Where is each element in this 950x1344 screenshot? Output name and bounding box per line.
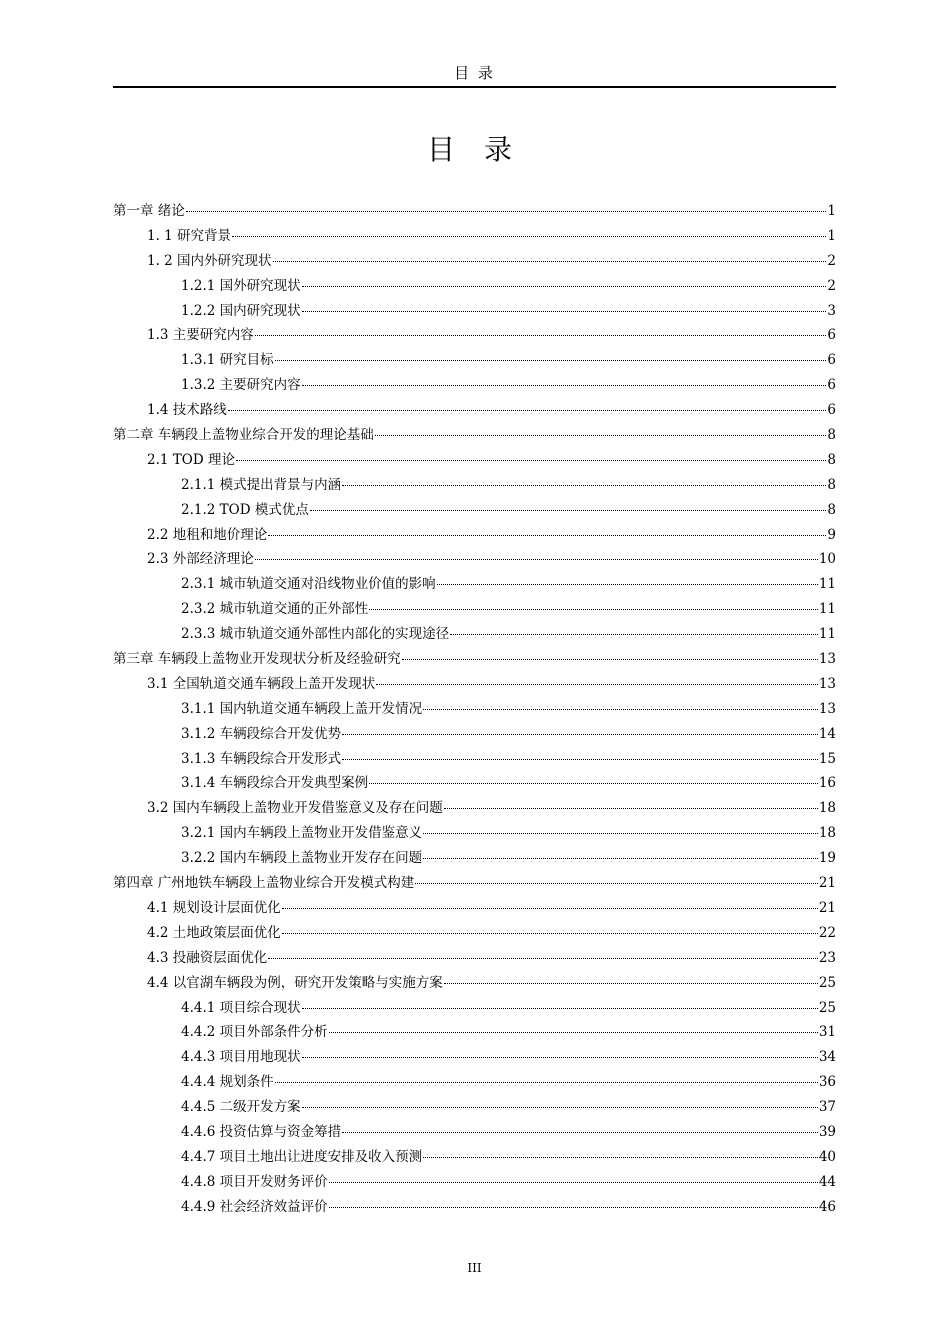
- toc-entry-label: 3.2.1 国内车辆段上盖物业开发借鉴意义: [181, 825, 423, 842]
- toc-entry[interactable]: [113, 971, 836, 996]
- toc-entry-label: 第三章 车辆段上盖物业开发现状分析及经验研究: [113, 651, 401, 668]
- toc-entry-label: 1.2.2 国内研究现状: [181, 302, 301, 319]
- toc-entry-label: 2.1 TOD 理论: [147, 451, 235, 468]
- toc-entry[interactable]: [113, 647, 836, 672]
- toc-leader-dots: [228, 410, 827, 411]
- toc-entry[interactable]: [113, 1120, 836, 1145]
- toc-leader-dots: [236, 460, 826, 461]
- toc-entry[interactable]: [113, 871, 836, 896]
- toc-entry[interactable]: [113, 348, 836, 373]
- toc-entry-page: 13: [818, 675, 836, 692]
- toc-entry-page: 8: [827, 451, 836, 468]
- page-number: III: [467, 1261, 482, 1275]
- toc-entry[interactable]: [113, 946, 836, 971]
- toc-entry-page: 2: [827, 277, 836, 294]
- toc-entry-label: 2.3 外部经济理论: [147, 551, 254, 568]
- toc-entry-label: 1. 1 研究背景: [147, 227, 232, 244]
- toc-entry[interactable]: [113, 672, 836, 697]
- toc-entry[interactable]: [113, 1145, 836, 1170]
- toc-leader-dots: [302, 385, 827, 386]
- toc-entry[interactable]: [113, 771, 836, 796]
- toc-entry-label: 2.2 地租和地价理论: [147, 526, 268, 543]
- table-of-contents: [113, 199, 836, 1220]
- toc-entry-label: 2.1.2 TOD 模式优点: [181, 501, 309, 518]
- toc-entry[interactable]: [113, 622, 836, 647]
- toc-entry-page: 25: [818, 999, 836, 1016]
- toc-entry-page: 11: [818, 626, 836, 643]
- toc-entry[interactable]: [113, 846, 836, 871]
- toc-entry-page: 8: [827, 427, 836, 444]
- toc-entry[interactable]: [113, 274, 836, 299]
- toc-entry[interactable]: [113, 572, 836, 597]
- toc-entry-label: 第四章 广州地铁车辆段上盖物业综合开发模式构建: [113, 875, 415, 892]
- toc-entry-label: 4.4 以官湖车辆段为例，研究开发策略与实施方案: [147, 974, 443, 991]
- toc-entry-page: 2: [827, 252, 836, 269]
- running-header: 目 录: [454, 64, 495, 82]
- toc-entry-page: 6: [827, 352, 836, 369]
- toc-leader-dots: [423, 1157, 818, 1158]
- toc-leader-dots: [329, 1032, 818, 1033]
- toc-entry-page: 10: [818, 551, 836, 568]
- toc-entry[interactable]: [113, 1170, 836, 1195]
- toc-entry-label: 1.3.2 主要研究内容: [181, 377, 301, 394]
- toc-entry-page: 31: [818, 1024, 836, 1041]
- toc-entry[interactable]: [113, 547, 836, 572]
- toc-entry-page: 6: [827, 402, 836, 419]
- toc-entry[interactable]: [113, 224, 836, 249]
- toc-entry-label: 2.3.2 城市轨道交通的正外部性: [181, 601, 369, 618]
- toc-entry[interactable]: [113, 423, 836, 448]
- toc-leader-dots: [342, 759, 818, 760]
- toc-entry[interactable]: [113, 199, 836, 224]
- toc-entry-page: 14: [818, 725, 836, 742]
- toc-leader-dots: [282, 908, 818, 909]
- toc-entry-page: 6: [827, 377, 836, 394]
- toc-entry-page: 3: [827, 302, 836, 319]
- toc-leader-dots: [369, 609, 818, 610]
- toc-entry-label: 3.2.2 国内车辆段上盖物业开发存在问题: [181, 850, 423, 867]
- toc-leader-dots: [268, 535, 826, 536]
- toc-leader-dots: [273, 261, 827, 262]
- toc-leader-dots: [282, 933, 818, 934]
- toc-entry-label: 2.3.1 城市轨道交通对沿线物业价值的影响: [181, 576, 436, 593]
- toc-entry-label: 3.2 国内车辆段上盖物业开发借鉴意义及存在问题: [147, 800, 443, 817]
- toc-entry[interactable]: [113, 1020, 836, 1045]
- toc-entry-page: 13: [818, 651, 836, 668]
- toc-leader-dots: [310, 510, 827, 511]
- toc-entry-page: 19: [818, 850, 836, 867]
- toc-entry-page: 21: [818, 899, 836, 916]
- toc-entry-label: 1.3 主要研究内容: [147, 327, 254, 344]
- toc-entry-page: 8: [827, 476, 836, 493]
- toc-leader-dots: [275, 1082, 818, 1083]
- toc-entry-label: 3.1.3 车辆段综合开发形式: [181, 750, 342, 767]
- toc-entry-page: 8: [827, 501, 836, 518]
- toc-entry[interactable]: [113, 373, 836, 398]
- toc-entry-label: 3.1.1 国内轨道交通车辆段上盖开发情况: [181, 700, 423, 717]
- toc-leader-dots: [302, 1107, 818, 1108]
- toc-entry[interactable]: [113, 597, 836, 622]
- toc-entry[interactable]: [113, 398, 836, 423]
- toc-entry[interactable]: [113, 299, 836, 324]
- toc-entry-page: 22: [818, 924, 836, 941]
- toc-entry-label: 4.1 规划设计层面优化: [147, 899, 281, 916]
- toc-entry-label: 第一章 绪论: [113, 203, 185, 219]
- toc-entry[interactable]: [113, 523, 836, 548]
- toc-entry-label: 1.4 技术路线: [147, 402, 227, 419]
- toc-entry-label: 3.1 全国轨道交通车辆段上盖开发现状: [147, 675, 376, 692]
- toc-leader-dots: [423, 709, 818, 710]
- toc-entry-label: 4.4.2 项目外部条件分析: [181, 1024, 328, 1041]
- page-title: 目 录: [427, 133, 522, 166]
- toc-entry[interactable]: [113, 821, 836, 846]
- toc-entry[interactable]: [113, 249, 836, 274]
- toc-entry-page: 40: [818, 1148, 836, 1165]
- toc-entry-page: 18: [818, 800, 836, 817]
- toc-entry[interactable]: [113, 1095, 836, 1120]
- toc-entry-page: 37: [818, 1099, 836, 1116]
- toc-entry-label: 3.1.2 车辆段综合开发优势: [181, 725, 342, 742]
- toc-leader-dots: [444, 808, 818, 809]
- toc-leader-dots: [302, 311, 827, 312]
- toc-entry-label: 4.4.4 规划条件: [181, 1074, 274, 1091]
- toc-entry-page: 46: [818, 1198, 836, 1215]
- toc-entry[interactable]: [113, 1070, 836, 1095]
- toc-entry-label: 第二章 车辆段上盖物业综合开发的理论基础: [113, 427, 374, 444]
- toc-leader-dots: [437, 584, 818, 585]
- toc-leader-dots: [369, 783, 818, 784]
- toc-entry-page: 1: [827, 203, 836, 219]
- toc-entry[interactable]: [113, 896, 836, 921]
- toc-leader-dots: [423, 858, 818, 859]
- toc-entry-page: 21: [818, 875, 836, 892]
- toc-entry-page: 6: [827, 327, 836, 344]
- toc-leader-dots: [302, 286, 827, 287]
- toc-entry-page: 15: [818, 750, 836, 767]
- toc-entry-label: 4.4.7 项目土地出让进度安排及收入预测: [181, 1148, 423, 1165]
- toc-entry-page: 23: [818, 949, 836, 966]
- toc-leader-dots: [375, 435, 827, 436]
- toc-entry-page: 18: [818, 825, 836, 842]
- toc-entry[interactable]: [113, 473, 836, 498]
- toc-leader-dots: [329, 1182, 818, 1183]
- toc-entry-label: 4.4.5 二级开发方案: [181, 1099, 301, 1116]
- toc-leader-dots: [342, 1132, 818, 1133]
- toc-leader-dots: [444, 983, 818, 984]
- toc-leader-dots: [255, 559, 818, 560]
- toc-entry[interactable]: [113, 996, 836, 1021]
- toc-entry-page: 34: [818, 1049, 836, 1066]
- toc-entry[interactable]: [113, 1195, 836, 1220]
- toc-entry-label: 4.4.1 项目综合现状: [181, 999, 301, 1016]
- toc-entry-label: 4.4.8 项目开发财务评价: [181, 1173, 328, 1190]
- toc-leader-dots: [232, 236, 826, 237]
- toc-leader-dots: [342, 485, 826, 486]
- toc-entry[interactable]: [113, 722, 836, 747]
- toc-leader-dots: [342, 734, 818, 735]
- toc-leader-dots: [423, 833, 818, 834]
- toc-entry-page: 44: [818, 1173, 836, 1190]
- toc-leader-dots: [275, 360, 827, 361]
- toc-entry-page: 16: [818, 775, 836, 792]
- toc-entry[interactable]: [113, 796, 836, 821]
- toc-entry-page: 1: [827, 227, 836, 244]
- toc-entry-label: 1.3.1 研究目标: [181, 352, 274, 369]
- toc-leader-dots: [268, 958, 818, 959]
- toc-entry[interactable]: [113, 448, 836, 473]
- toc-entry-label: 4.4.6 投资估算与资金筹措: [181, 1123, 342, 1140]
- toc-leader-dots: [302, 1008, 818, 1009]
- toc-entry[interactable]: [113, 921, 836, 946]
- toc-leader-dots: [376, 684, 818, 685]
- toc-entry-page: 11: [818, 601, 836, 618]
- toc-entry-label: 4.4.3 项目用地现状: [181, 1049, 301, 1066]
- toc-leader-dots: [186, 211, 827, 212]
- toc-entry-label: 3.1.4 车辆段综合开发典型案例: [181, 775, 369, 792]
- toc-leader-dots: [255, 335, 827, 336]
- toc-entry-label: 4.2 土地政策层面优化: [147, 924, 281, 941]
- toc-entry-label: 4.4.9 社会经济效益评价: [181, 1198, 328, 1215]
- toc-entry-page: 13: [818, 700, 836, 717]
- toc-entry-page: 36: [818, 1074, 836, 1091]
- toc-entry-label: 4.3 投融资层面优化: [147, 949, 268, 966]
- toc-leader-dots: [415, 883, 818, 884]
- header-rule: [113, 86, 836, 88]
- toc-entry[interactable]: [113, 747, 836, 772]
- toc-leader-dots: [402, 659, 818, 660]
- toc-entry-label: 2.1.1 模式提出背景与内涵: [181, 476, 342, 493]
- toc-entry-label: 2.3.3 城市轨道交通外部性内部化的实现途径: [181, 626, 450, 643]
- toc-entry-page: 11: [818, 576, 836, 593]
- toc-entry[interactable]: [113, 498, 836, 523]
- toc-entry-page: 9: [827, 526, 836, 543]
- toc-entry-page: 39: [818, 1123, 836, 1140]
- toc-entry[interactable]: [113, 697, 836, 722]
- toc-leader-dots: [329, 1207, 818, 1208]
- toc-entry[interactable]: [113, 323, 836, 348]
- toc-entry-page: 25: [818, 974, 836, 991]
- toc-entry-label: 1.2.1 国外研究现状: [181, 277, 301, 294]
- toc-entry-label: 1. 2 国内外研究现状: [147, 252, 272, 269]
- toc-entry[interactable]: [113, 1045, 836, 1070]
- toc-leader-dots: [450, 634, 818, 635]
- toc-leader-dots: [302, 1057, 818, 1058]
